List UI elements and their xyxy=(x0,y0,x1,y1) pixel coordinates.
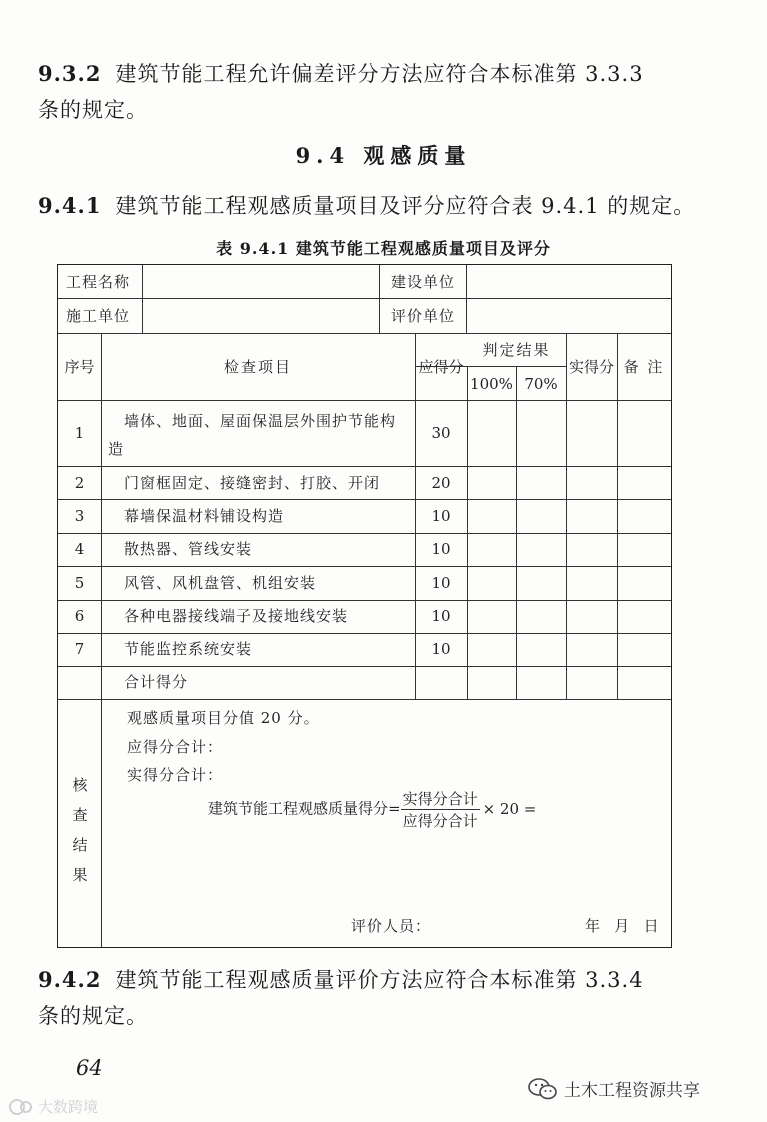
header-item: 检查项目 xyxy=(223,358,292,376)
row-seq: 2 xyxy=(74,474,85,492)
row-score: 10 xyxy=(431,540,451,558)
project-name-label: 工程名称 xyxy=(66,273,131,291)
evaluator-signature: 评价人员： xyxy=(351,917,432,935)
row-seq: 1 xyxy=(74,424,85,442)
clause-text-continued: 条的规定。 xyxy=(38,1004,148,1028)
row-item-continued: 造 xyxy=(108,440,124,458)
clause-number: 9.4.2 xyxy=(38,967,102,992)
row-seq: 3 xyxy=(74,507,85,525)
header-actual: 实得分 xyxy=(568,358,614,376)
builder-label: 建设单位 xyxy=(391,273,456,291)
clause-9-3-2 xyxy=(38,56,738,128)
review-line-2: 应得分合计： xyxy=(127,738,224,756)
clause-9-4-1 xyxy=(38,188,738,224)
clause-9-4-2 xyxy=(38,962,738,1034)
evaluation-table xyxy=(57,264,672,948)
clause-text: 建筑节能工程观感质量评价方法应符合本标准第 3.3.4 xyxy=(115,968,644,992)
row-score: 20 xyxy=(431,474,451,492)
contractor-label: 施工单位 xyxy=(66,307,131,325)
evaluator-unit-label: 评价单位 xyxy=(391,307,456,325)
watermark-text: 土木工程资源共享 xyxy=(564,1081,700,1101)
header-pct100: 100% xyxy=(470,375,513,393)
wechat-icon xyxy=(528,1078,558,1100)
formula-suffix: × 20 = xyxy=(482,799,537,818)
header-remark: 备 注 xyxy=(623,358,665,376)
score-formula xyxy=(208,788,536,831)
clause-number: 9.4.1 xyxy=(38,193,102,218)
header-score-due: 应得分 xyxy=(418,358,464,376)
brand-logo-icon xyxy=(8,1097,34,1117)
review-line-3: 实得分合计： xyxy=(127,766,224,784)
evaluator-unit-field[interactable] xyxy=(472,303,662,329)
header-seq: 序号 xyxy=(64,358,95,376)
header-judgement: 判定结果 xyxy=(482,341,551,359)
row-item: 各种电器接线端子及接地线安装 xyxy=(124,607,349,625)
wechat-watermark xyxy=(528,1076,700,1101)
row-item: 散热器、管线安装 xyxy=(124,540,253,558)
evaluation-date: 年 月 日 xyxy=(585,917,659,935)
row-seq: 6 xyxy=(74,607,85,625)
header-pct70: 70% xyxy=(524,375,558,393)
row-item: 墙体、地面、屋面保温层外围护节能构 xyxy=(124,412,397,430)
clause-text: 建筑节能工程允许偏差评分方法应符合本标准第 3.3.3 xyxy=(115,62,644,86)
row-item: 节能监控系统安装 xyxy=(124,640,253,658)
row-score: 10 xyxy=(431,574,451,592)
table-caption: 表 9.4.1 建筑节能工程观感质量项目及评分 xyxy=(216,239,551,258)
brand-watermark xyxy=(8,1096,98,1117)
row-item: 幕墙保温材料铺设构造 xyxy=(124,507,285,525)
contractor-field[interactable] xyxy=(148,303,373,329)
review-label: 核 查 结 果 xyxy=(72,776,88,884)
formula-prefix: 建筑节能工程观感质量得分= xyxy=(208,799,401,818)
total-label: 合计得分 xyxy=(124,673,189,691)
formula-numerator: 实得分合计 xyxy=(402,790,478,808)
clause-number: 9.3.2 xyxy=(38,61,102,86)
row-score: 10 xyxy=(431,607,451,625)
clause-text: 建筑节能工程观感质量项目及评分应符合表 9.4.1 的规定。 xyxy=(115,194,696,218)
brand-text: 大数跨境 xyxy=(38,1098,99,1116)
row-score: 30 xyxy=(431,424,451,442)
row-item: 风管、风机盘管、机组安装 xyxy=(124,574,317,592)
page-number: 64 xyxy=(76,1056,103,1080)
clause-text-continued: 条的规定。 xyxy=(38,98,148,122)
project-name-field[interactable] xyxy=(148,269,373,295)
row-seq: 5 xyxy=(74,574,85,592)
row-seq: 7 xyxy=(74,640,85,658)
formula-fraction xyxy=(401,788,480,831)
row-item: 门窗框固定、接缝密封、打胶、开闭 xyxy=(124,474,381,492)
section-heading: 9.4 观感质量 xyxy=(295,143,472,168)
row-score: 10 xyxy=(431,507,451,525)
builder-field[interactable] xyxy=(472,269,662,295)
review-line-1: 观感质量项目分值 20 分。 xyxy=(127,709,320,727)
row-seq: 4 xyxy=(74,540,85,558)
row-score: 10 xyxy=(431,640,451,658)
formula-denominator: 应得分合计 xyxy=(402,812,478,830)
